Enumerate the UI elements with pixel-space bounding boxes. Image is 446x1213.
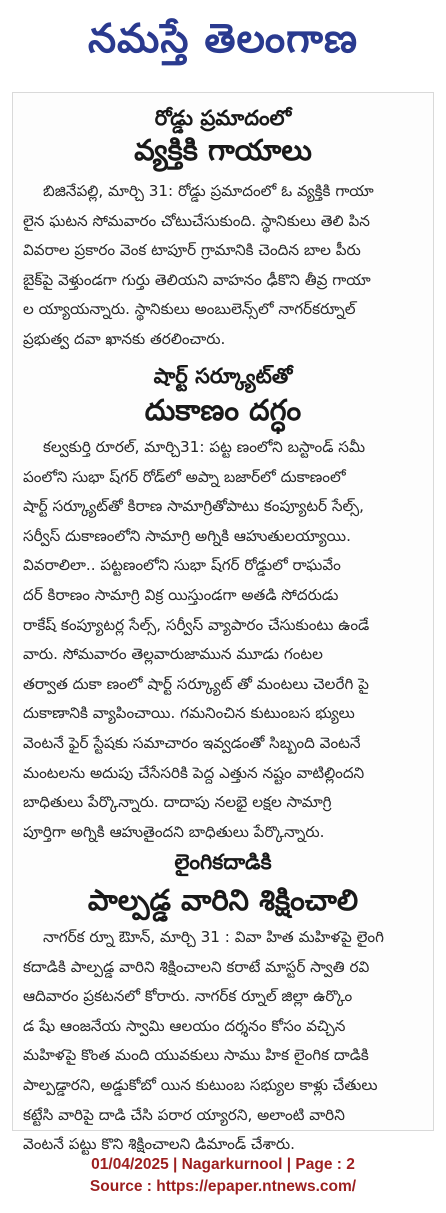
article-2-line: పంలోని సుభా ష్‌గర్ రోడ్‌లో అప్నా బజార్‌లో దుకాణంలో <box>23 467 346 486</box>
article-3-line: పాల్పడ్డారని, అడ్డుకోబో యిన కుటుంబ సభ్యుల కాళ్లు చేతులు <box>23 1075 378 1094</box>
article-3-line: ఆదివారం ప్రకటనలో కోరారు. నాగర్‌క ర్నూల్ జిల్లా ఉర్కొం <box>23 987 353 1006</box>
article-2-kicker: షార్ట్ సర్క్యూట్‌తో <box>153 364 293 388</box>
article-1-line: ల య్యాయన్నారు. స్థానికులు అంబులెన్స్‌లో నాగర్‌కర్నూల్ <box>23 300 356 319</box>
footer-source-link[interactable]: Source : https://epaper.ntnews.com/ <box>89 1178 357 1195</box>
article-2-line: షార్ట్ సర్క్యూట్‌తో కిరాణ సామాగ్రితోపాటు కంప్యూటర్ సేల్స్, <box>23 497 365 516</box>
article-2-line: రాకేష్ కంప్యూటర్ల సేల్స్, సర్వీస్ వ్యాపారం చేసుకుంటు ఉండే <box>23 615 370 634</box>
article-2-line: కల్వకుర్తి రూరల్, మార్చి31: పట్ట ణంలోని బస్టాండ్ సమీ <box>43 438 366 456</box>
article-1-headline: వ్యక్తికి గాయాలు <box>134 133 312 167</box>
article-2-line: దర్ కిరాణం సామాగ్రి విక్ర యిస్తుండగా అతడి సోదరుడు <box>23 585 339 604</box>
article-1-body <box>23 177 419 355</box>
article-2-line: పూర్తిగా అగ్నికి ఆహుతైందని బాధితులు పేర్కొన్నారు. <box>23 822 325 841</box>
article-3-line: మహిళపై కొంత మంది యువకులు సాము హిక లైంగిక దాడికి <box>23 1046 369 1065</box>
article-2-line: బాధితులు పేర్కొన్నారు. దాదాపు నలభై లక్షల సామాగ్రి <box>23 793 332 812</box>
article-1-line: బిజినేపల్లి, మార్చి 31: రోడ్డు ప్రమాదంలో ఓ వ్యక్తికి గాయా <box>43 182 374 200</box>
footer-date-edition: 01/04/2025 | Nagarkurnool | Page : 2 <box>91 1156 355 1173</box>
article-1-line: బైక్‌పై వెళ్తుండగా గుర్తు తెలియని వాహనం ఢీకొని తీవ్ర గాయా <box>23 270 371 289</box>
article-3-line: కదాడికి పాల్పడ్డ వారిని శిక్షించాలని కరాటే మాస్టర్ స్వాతి రవి <box>23 957 370 976</box>
article-2-line: మంటలను అదుపు చేసేసరికి పెద్ద ఎత్తున నష్టం వాటిల్లిందని <box>23 763 365 782</box>
article-1-line: వివరాల ప్రకారం వెంక టాపూర్ గ్రామానికి చెందిన బాల పీరు <box>23 241 361 260</box>
article-3-body <box>23 923 419 1160</box>
article-3-line: వెంటనే పట్టు కొని శిక్షించాలని డిమాండ్ చేశారు. <box>23 1135 295 1154</box>
clipping-page <box>12 92 434 1154</box>
article-2-line: వెంటనే ఫైర్ స్టేషకు సమాచారం ఇవ్వడంతో సిబ్బంది వెంటనే <box>23 733 361 752</box>
article-2-headline: దుకాణం దగ్ధం <box>144 393 302 427</box>
article-3-kicker: లైంగికదాడికి <box>174 850 272 874</box>
article-3-headline: పాల్పడ్డ వారిని శిక్షించాలి <box>87 883 359 917</box>
article-3-line: కట్టేసి వారిపై దాడి చేసి పరార య్యారని, అలాంటి వారిని <box>23 1105 345 1124</box>
article-3-line: డ షేు ఆంజనేయ స్వామి ఆలయం దర్శనం కోసం వచ్చిన <box>23 1016 346 1035</box>
article-2-line: దుకాణానికి వ్యాపించాయి. గమనించిన కుటుంబస భ్యులు <box>23 704 355 723</box>
article-1-line: లైన ఘటన సోమవారం చోటుచేసుకుంది. స్థానికులు తెలి పిన <box>23 211 370 230</box>
article-1-line: ప్రభుత్వ దవా ఖానకు తరలించారు. <box>23 329 226 348</box>
masthead-title: నమస్తే తెలంగాణ <box>87 14 359 62</box>
article-2-line: వారు. సోమవారం తెల్లవారుజామున మూడు గంటల <box>23 645 323 664</box>
article-2-line: తర్వాత దుకా ణంలో షార్ట్ సర్క్యూట్ తో మంటలు చెలరేగి పై <box>23 674 369 693</box>
article-2-line: వివరాలిలా.. పట్టణంలోని సుభా ష్‌గర్ రోడ్డులో రాఘవేం <box>23 556 341 575</box>
article-3-line: నాగర్‌క ర్నూ ఔూన్, మార్చి 31 : వివా హిత మహిళపై లైంగి <box>43 928 384 946</box>
article-2-line: సర్వీస్ దుకాణంలోని సామాగ్రి అగ్నికి ఆహుతులయ్యాయి. <box>23 526 351 545</box>
article-2-body <box>23 433 419 847</box>
newspaper-masthead <box>0 0 446 86</box>
article-1-kicker: రోడ్డు ప్రమాదంలో <box>154 106 292 130</box>
